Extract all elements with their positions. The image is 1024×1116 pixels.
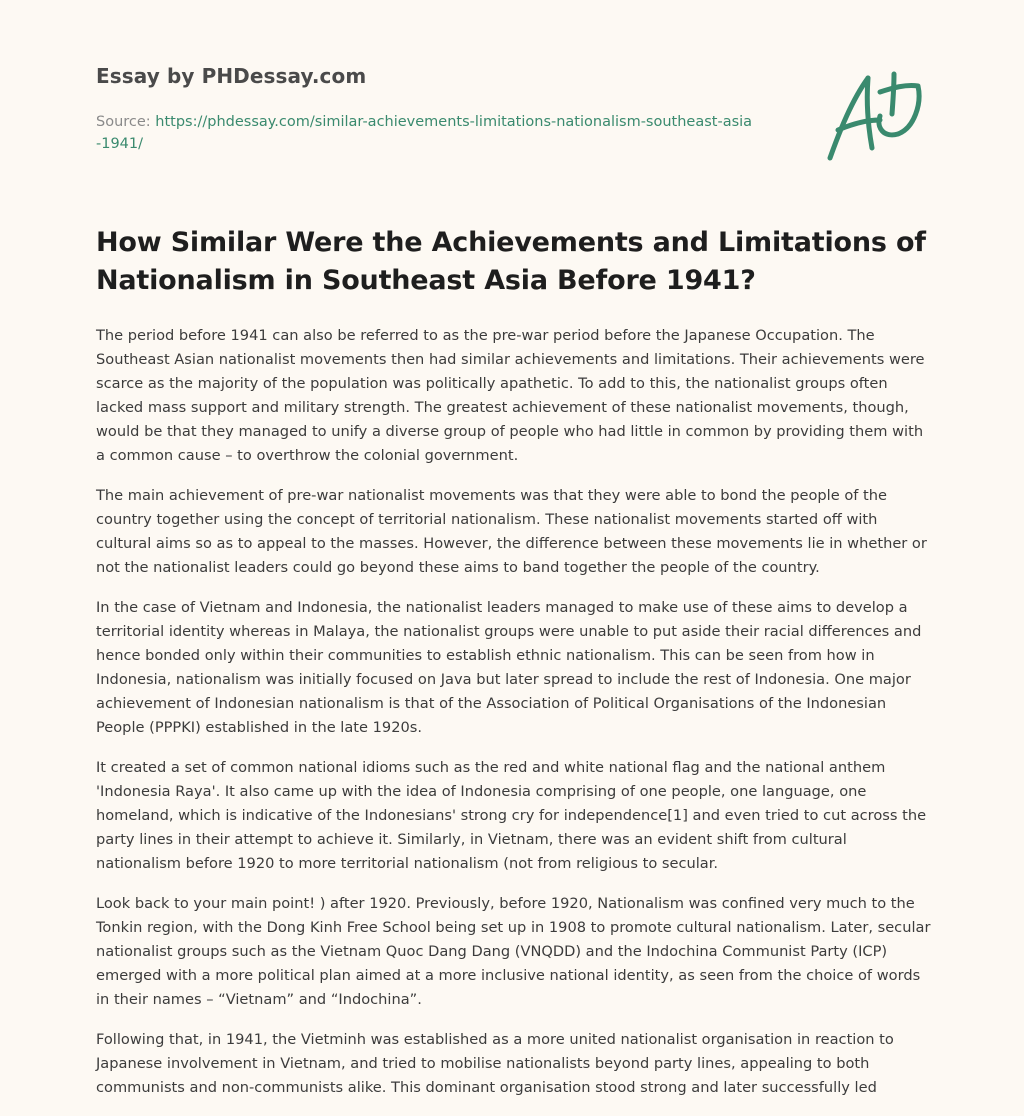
source-label: Source: — [96, 114, 151, 130]
source-link[interactable]: https://phdessay.com/similar-achievements-limitations-nationalism-southeast-asia-1941/ — [96, 114, 753, 152]
essay-paragraph: Look back to your main point! ) after 1920. Previously, before 1920, Nationalism was confined very much to the Tonkin region, with the Dong Kinh Free School being set up in 1908 to promote cultural nationalism. Later, secular nationalist groups such as the Vietnam Quoc Dang Dang (VNQDD) and the Indochina Communist Party (ICP) emerged with a more political plan aimed at a more inclusive national identity, as seen from the choice of words in their names – “Vietnam” and “Indochina”. — [96, 895, 931, 1008]
essay-paragraph: The period before 1941 can also be referred to as the pre-war period before the Japanese Occupation. The Southeast Asian nationalist movements then had similar achievements and limitations. Their achievements were scarce as the majority of the population was politically apathetic. To add to this, the nationalist groups often lacked mass support and military strength. The greatest achievement of these nationalist movements, though, would be that they managed to unify a diverse group of people who had little in common by providing them with a common cause – to overthrow the colonial government. — [96, 327, 925, 464]
essay-paragraph: Following that, in 1941, the Vietminh was established as a more united nationalist organisation in reaction to Japanese involvement in Vietnam, and tried to mobilise nationalists beyond party lines, appealing to both communists and non-communists alike. This dominant organisation stood strong and later successfully led — [96, 1031, 894, 1096]
essay-paragraph: It created a set of common national idioms such as the red and white national flag and the national anthem 'Indonesia Raya'. It also came up with the idea of Indonesia comprising of one people, one language, one homeland, which is indicative of the Indonesians' strong cry for independence[1] and even tried to cut across the party lines in their attempt to achieve it. Similarly, in Vietnam, there was an evident shift from cultural nationalism before 1920 to more territorial nationalism (not from religious to secular. — [96, 759, 927, 872]
site-title: Essay by PHDessay.com — [96, 64, 367, 88]
a-plus-logo — [818, 64, 930, 164]
essay-body — [96, 324, 934, 1116]
essay-paragraph: The main achievement of pre-war nationalist movements was that they were able to bond the people of the country together using the concept of territorial nationalism. These nationalist movements started off with cultural aims so as to appeal to the masses. However, the difference between these movements lie in whether or not the nationalist leaders could go beyond these aims to band together the people of the country. — [96, 487, 927, 576]
essay-paragraph: In the case of Vietnam and Indonesia, the nationalist leaders managed to make use of these aims to develop a territorial identity whereas in Malaya, the nationalist groups were unable to put aside their racial differences and hence bonded only within their communities to establish ethnic nationalism. This can be seen from how in Indonesia, nationalism was initially focused on Java but later spread to include the rest of Indonesia. One major achievement of Indonesian nationalism is that of the Association of Political Organisations of the Indonesian People (PPPKI) established in the late 1920s. — [96, 599, 922, 736]
source-line — [96, 111, 756, 155]
essay-title: How Similar Were the Achievements and Limitations of Nationalism in Southeast Asia Before 1941? — [96, 227, 926, 296]
a-plus-logo-icon — [818, 64, 930, 164]
